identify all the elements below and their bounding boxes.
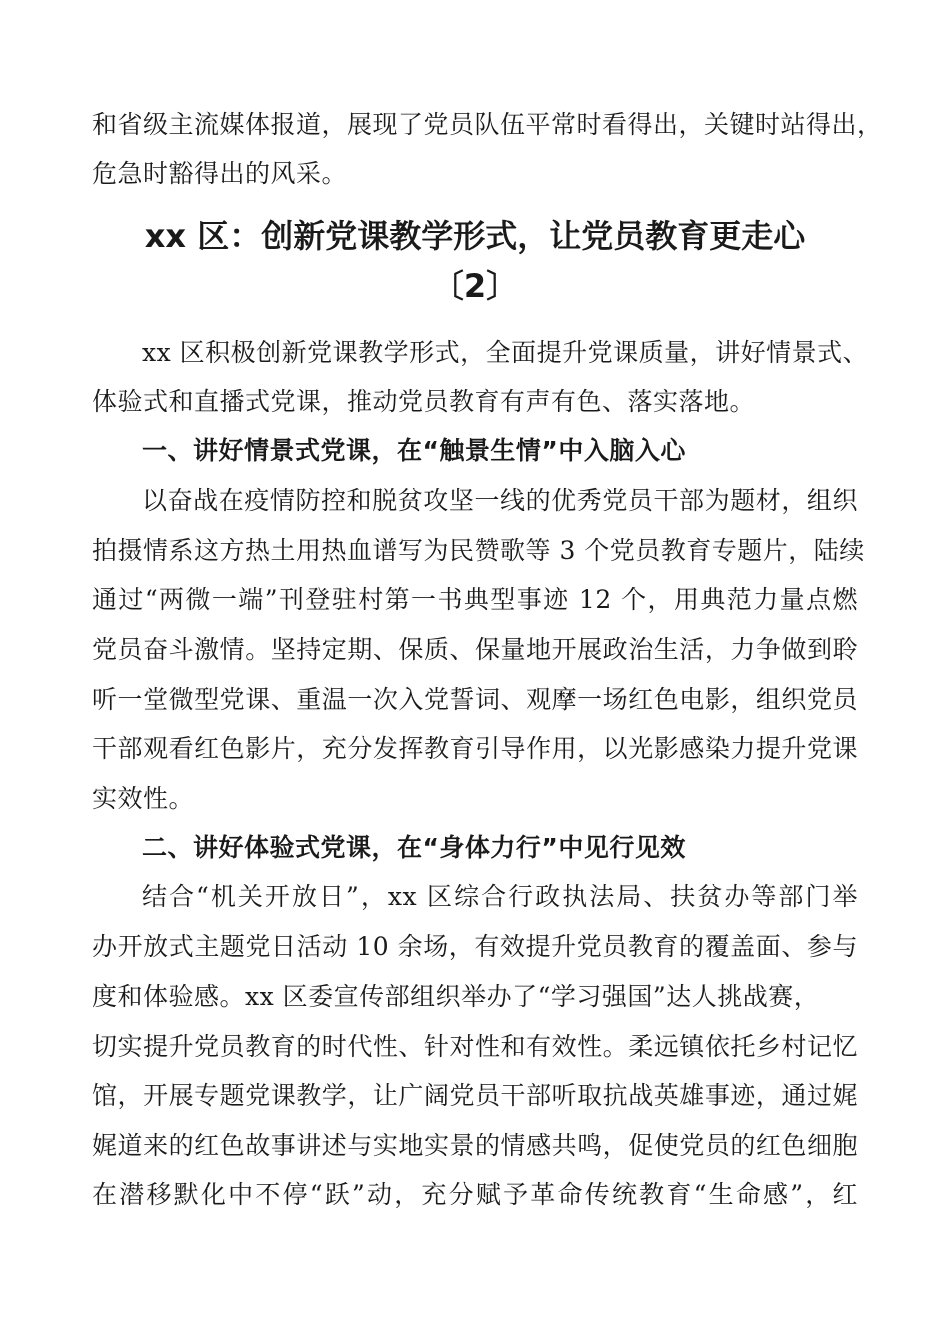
intro-line: xx 区积极创新党课教学形式，全面提升党课质量，讲好情景式、 xyxy=(142,338,869,367)
document-title-number: 〔2〕 xyxy=(431,267,519,305)
section2-line: 娓道来的红色故事讲述与实地实景的情感共鸣，促使党员的红色细胞 xyxy=(92,1131,858,1160)
section1-line: 通过“两微一端”刊登驻村第一书典型事迹 12 个，用典范力量点燃 xyxy=(92,585,858,614)
section2-line: 结合“机关开放日”，xx 区综合行政执法局、扶贫办等部门举 xyxy=(142,882,858,911)
paragraph-line: 和省级主流媒体报道，展现了党员队伍平常时看得出，关键时站得出， xyxy=(92,110,883,139)
section-heading-1: 一、讲好情景式党课，在“触景生情”中入脑入心 xyxy=(142,436,686,465)
section1-line: 党员奋斗激情。坚持定期、保质、保量地开展政治生活，力争做到聆 xyxy=(92,635,858,664)
section2-line: 度和体验感。xx 区委宣传部组织举办了“学习强国”达人挑战赛， xyxy=(92,982,820,1011)
section1-line: 以奋战在疫情防控和脱贫攻坚一线的优秀党员干部为题材，组织 xyxy=(142,486,858,515)
section2-line: 馆，开展专题党课教学，让广阔党员干部听取抗战英雄事迹，通过娓 xyxy=(92,1081,858,1110)
section2-line: 在潜移默化中不停“跃”动，充分赋予革命传统教育“生命感”，红 xyxy=(92,1180,858,1209)
section1-line: 听一堂微型党课、重温一次入党誓词、观摩一场红色电影，组织党员 xyxy=(92,685,858,714)
section1-line: 干部观看红色影片，充分发挥教育引导作用，以光影感染力提升党课 xyxy=(92,734,858,763)
paragraph-line: 危急时豁得出的风采。 xyxy=(92,159,348,188)
intro-line: 体验式和直播式党课，推动党员教育有声有色、落实落地。 xyxy=(92,387,756,416)
section2-line: 办开放式主题党日活动 10 余场，有效提升党员教育的覆盖面、参与 xyxy=(92,932,858,961)
section2-line: 切实提升党员教育的时代性、针对性和有效性。柔远镇依托乡村记忆 xyxy=(92,1032,858,1061)
section1-line: 实效性。 xyxy=(92,784,195,813)
section-heading-2: 二、讲好体验式党课，在“身体力行”中见行见效 xyxy=(142,833,686,862)
section1-line: 拍摄情系这方热土用热血谱写为民赞歌等 3 个党员教育专题片，陆续 xyxy=(92,536,865,565)
document-title: xx 区：创新党课教学形式，让党员教育更走心 xyxy=(144,217,806,255)
